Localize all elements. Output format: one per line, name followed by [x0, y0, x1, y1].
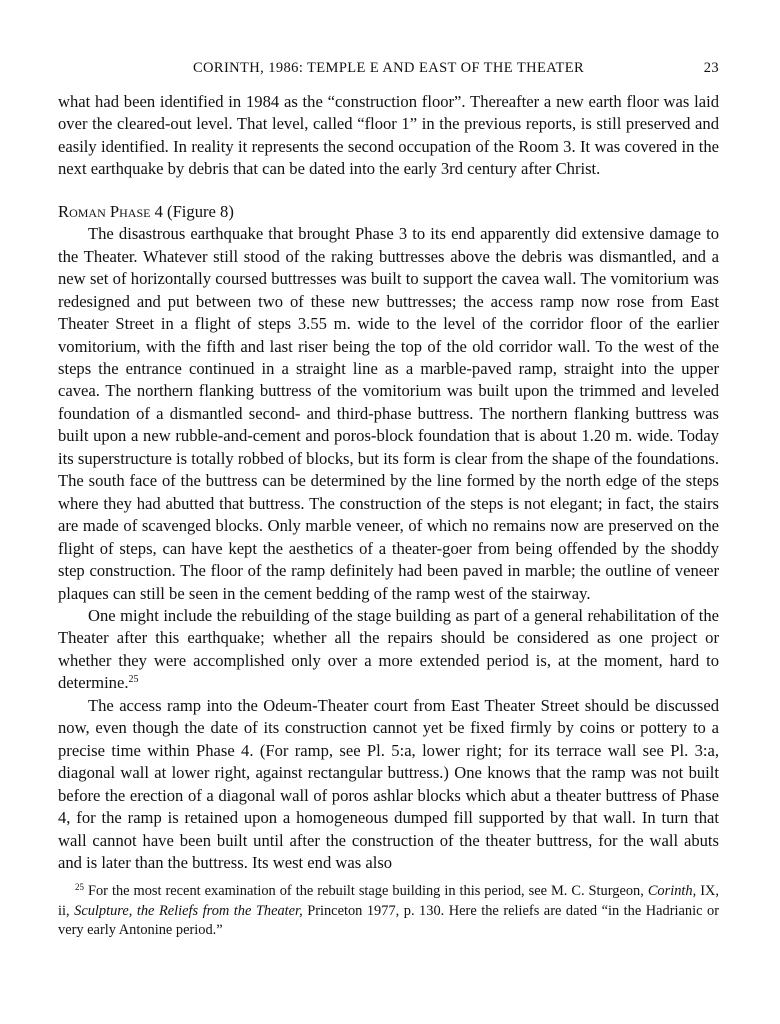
footnote-ref: 25 [128, 674, 139, 686]
page [58, 60, 719, 941]
section-heading [58, 201, 719, 223]
footnote-text-2: IX, ii, [58, 883, 719, 919]
paragraph-stage-text: One might include the rebuilding of the stage building as part of a general rehabilitation of the Theater after this earthquake; whether all the repairs should be considered as one project or whether they were accomplished only over a more extended period is, at the moment, hard to determine. [58, 605, 719, 693]
footnote-text-3: Princeton 1977, p. 130. Here the reliefs are dated “in the Hadrianic or very early Antonine period.” [58, 902, 719, 939]
running-header [58, 60, 719, 77]
footnote-italic-2: Sculpture, the Reliefs from the Theater, [74, 902, 303, 919]
footnote-text-1: For the most recent examination of the rebuilt stage building in this period, see M. C. Sturgeon, [84, 883, 648, 900]
paragraph-stage-building [58, 605, 719, 695]
paragraph-phase4: The disastrous earthquake that brought Phase 3 to its end apparently did extensive damage to the Theater. Whatever still stood of the raking buttresses above the debris was dismantled, and a new set of horizontally coursed buttresses was built to support the cavea wall. The vomitorium was redesigned and put between two of these new buttresses; the access ramp now rose from East Theater Street in a flight of steps 3.55 m. wide to the level of the corridor floor of the earlier vomitorium, with the fifth and last riser being the top of the old corridor wall. To the west of the steps the entrance continued in a straight line as a marble-paved ramp, straight into the upper cavea. The northern flanking buttress of the vomitorium was built upon the trimmed and leveled foundation of a dismantled second- and third-phase buttress. The northern flanking buttress was built upon a new rubble-and-cement and poros-block foundation that is about 1.20 m. wide. Today its superstructure is totally robbed of blocks, but its form is clear from the shape of the foundations. The south face of the buttress can be determined by the line formed by the north edge of the steps where they had abutted that buttress. The construction of the steps is not elegant; in fact, the stairs are made of scavenged blocks. Only marble veneer, of which no remains now are preserved on the flight of steps, can have kept the aesthetics of a theater-goer from being offended by the shoddy step construction. The floor of the ramp definitely had been paved in marble; the outline of veneer plaques can still be seen in the cement bedding of the ramp west of the stairway. [58, 224, 719, 603]
footnote-number: 25 [75, 882, 84, 893]
running-title: CORINTH, 1986: TEMPLE E AND EAST OF THE THEATER [192, 60, 585, 76]
body-text [58, 91, 719, 874]
paragraph-access-ramp: The access ramp into the Odeum-Theater court from East Theater Street should be discussed now, even though the date of its construction cannot yet be fixed firmly by coins or pottery to a precise time within Phase 4. (For ramp, see Pl. 5:a, lower right; for its terrace wall see Pl. 3:a, diagonal wall at lower right, against rectangular buttress.) One knows that the ramp was not built before the erection of a diagonal wall of poros ashlar blocks which abut a theater buttress of Phase 4, for the ramp is retained upon a homogeneous dumped fill supported by that wall. In turn that wall cannot have been built until after the construction of the theater buttress, for the wall abuts and is later than the buttress. Its west end was also [58, 695, 719, 872]
footnote-italic-1: Corinth, [647, 883, 697, 900]
footnote [58, 882, 719, 941]
paragraph-continuation: what had been identified in 1984 as the “construction floor”. Thereafter a new earth floor was laid over the cleared-out level. That level, called “floor 1” in the previous reports, is still preserved and easily identified. In reality it represents the second occupation of the Room 3. It was covered in the next earthquake by debris that can be dated into the early 3rd century after Christ. [58, 92, 719, 179]
section-title: Roman Phase 4 [58, 201, 163, 221]
page-number: 23 [703, 60, 719, 76]
section-figure-ref: (Figure 8) [162, 201, 234, 221]
